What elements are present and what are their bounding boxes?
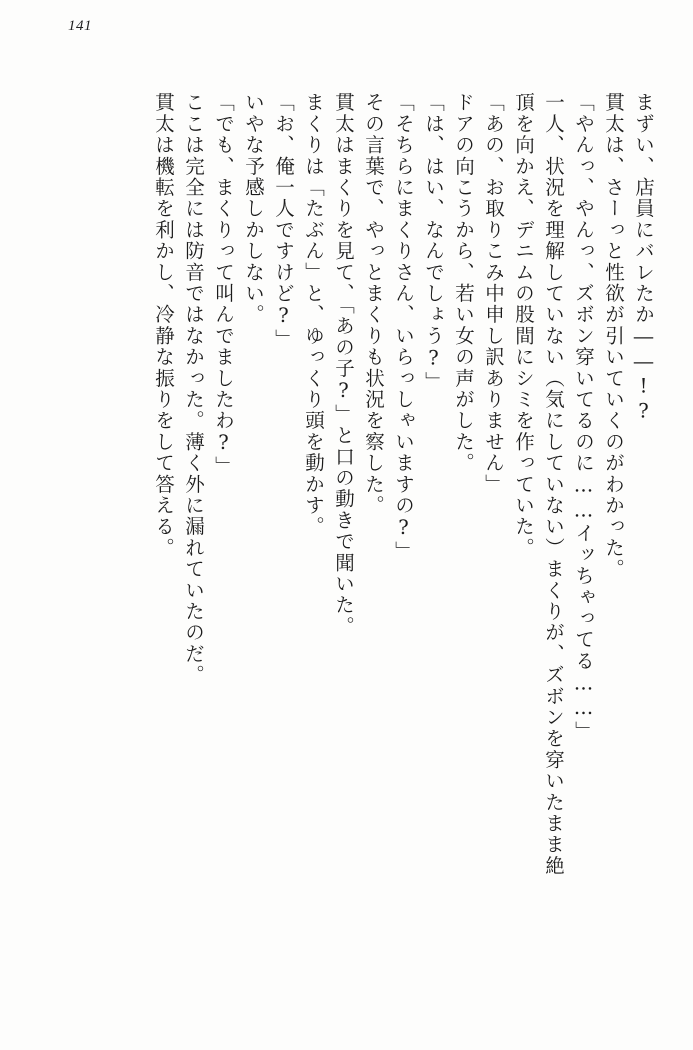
- text-line: 一人、状況を理解していない（気にしていない）まくりが、ズボンを穿いたまま絶: [542, 92, 565, 877]
- text-line: 貫太はまくりを見て、「あの子?」と口の動きで聞いた。: [332, 92, 355, 637]
- text-line: 貫太は、さーっと性欲が引いていくのがわかった。: [602, 92, 625, 580]
- text-line: いやな予感しかしない。: [242, 92, 265, 326]
- page-number: 141: [68, 18, 92, 34]
- text-line: その言葉で、やっとまくりも状況を察した。: [362, 92, 385, 516]
- text-line: まくりは「たぶん」と、ゆっくり頭を動かす。: [302, 92, 325, 538]
- text-line: 「は、はい、なんでしょう?」: [422, 92, 445, 393]
- text-line: 「やんっ、やんっ、ズボン穿いてるのに……イッちゃってる……」: [572, 92, 595, 742]
- text-line: ここは完全には防音ではなかった。薄く外に漏れていたのだ。: [182, 92, 205, 686]
- text-line: 貫太は機転を利かし、冷静な振りをして答える。: [152, 92, 175, 559]
- text-line: 頂を向かえ、デニムの股間にシミを作っていた。: [512, 92, 535, 559]
- text-line: 「あの、お取りこみ中申し訳ありません」: [482, 92, 505, 495]
- text-line: ドアの向こうから、若い女の声がした。: [452, 92, 475, 474]
- text-line: まずい、店員にバレたか――!?: [632, 92, 655, 424]
- text-line: 「そちらにまくりさん、いらっしゃいますの?」: [392, 92, 415, 562]
- vertical-text-body: [40, 92, 653, 992]
- text-line: 「でも、まくりって叫んでましたわ?」: [212, 92, 235, 478]
- text-line: 「お、俺一人ですけど?」: [272, 92, 295, 350]
